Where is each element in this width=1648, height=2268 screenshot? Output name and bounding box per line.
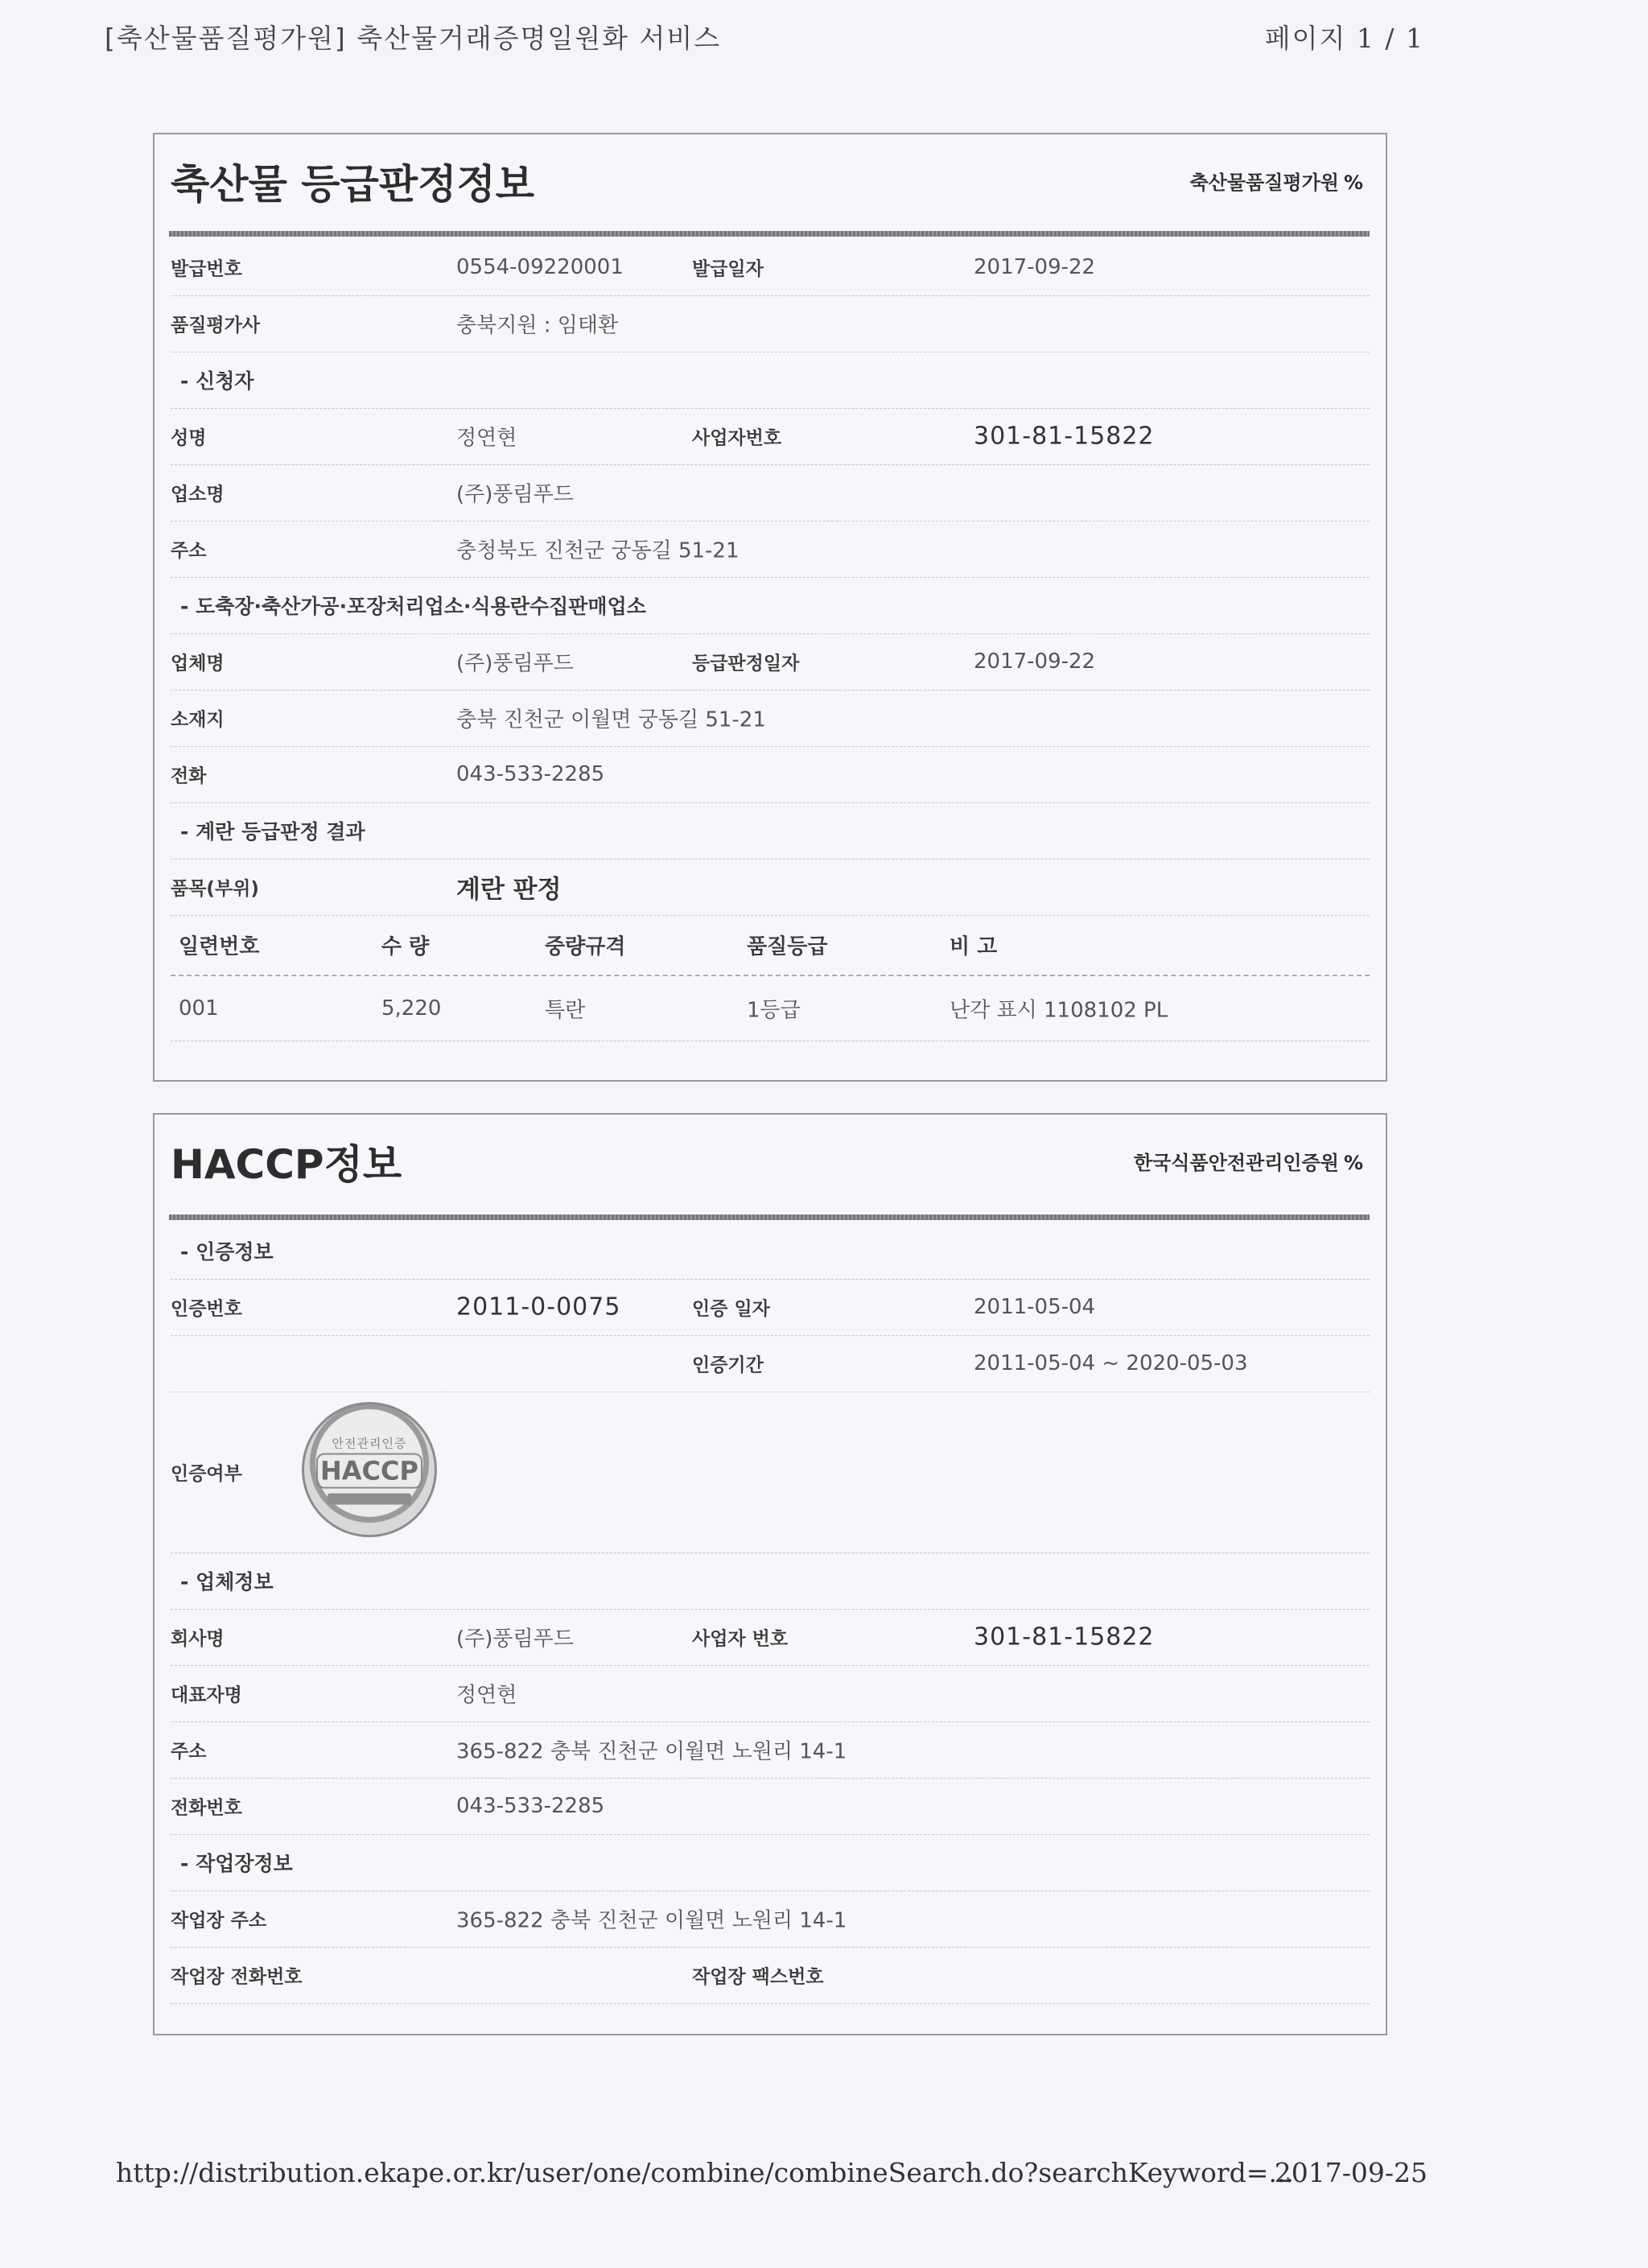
biz-no-label: 사업자번호 bbox=[692, 427, 782, 449]
print-header-title: [축산물품질평가원] 축산물거래증명일원화 서비스 bbox=[105, 23, 722, 54]
section-row bbox=[171, 1223, 1370, 1280]
haccp-seal-icon bbox=[302, 1402, 437, 1537]
phone-label: 전화번호 bbox=[171, 1797, 242, 1819]
print-footer-url: http://distribution.ekape.or.kr/user/one/combine/combineSearch.do?searchKeyword=... bbox=[116, 2157, 1294, 2188]
print-footer bbox=[116, 2157, 1428, 2197]
grader-value: 충북지원 : 임태환 bbox=[456, 313, 619, 338]
address-value: 365-822 충북 진천군 이월면 노원리 14-1 bbox=[456, 1739, 847, 1764]
info-row bbox=[171, 1722, 1370, 1779]
info-row bbox=[171, 633, 1370, 691]
info-row bbox=[171, 1609, 1370, 1666]
issue-date-label: 발급일자 bbox=[692, 258, 764, 280]
workplace-section-title: - 작업장정보 bbox=[180, 1852, 293, 1875]
location-value: 충북 진천군 이월면 궁동길 51-21 bbox=[456, 707, 766, 732]
seal-main-text: HACCP bbox=[316, 1454, 422, 1489]
col-header-grade: 품질등급 bbox=[747, 934, 828, 959]
grading-source-label: 축산물품질평가원 bbox=[1189, 171, 1339, 194]
info-row bbox=[171, 408, 1370, 465]
biz-no-value: 301-81-15822 bbox=[974, 422, 1155, 451]
location-label: 소재지 bbox=[171, 709, 225, 731]
info-row bbox=[171, 1335, 1370, 1392]
print-header bbox=[105, 18, 1424, 66]
col-header-remark: 비 고 bbox=[950, 934, 998, 959]
section-row bbox=[171, 352, 1370, 409]
company-label: 업소명 bbox=[171, 484, 225, 505]
grading-date-label: 등급판정일자 bbox=[692, 653, 800, 674]
info-row bbox=[171, 239, 1370, 296]
rep-value: 정연현 bbox=[456, 1683, 517, 1708]
haccp-info-card bbox=[153, 1113, 1387, 2035]
issue-no-value: 0554-09220001 bbox=[456, 255, 624, 279]
grading-card-title: 축산물 등급판정정보 bbox=[171, 161, 535, 208]
grader-label: 품질평가사 bbox=[171, 315, 261, 336]
workplace-fax-label: 작업장 팩스번호 bbox=[692, 1966, 824, 1988]
item-label: 품목(부위) bbox=[171, 878, 259, 900]
info-row bbox=[171, 746, 1370, 803]
company-label: 회사명 bbox=[171, 1628, 225, 1650]
col-header-serial: 일련번호 bbox=[179, 934, 260, 959]
haccp-card-title: HACCP정보 bbox=[171, 1141, 402, 1188]
cert-period-label: 인증기간 bbox=[692, 1355, 764, 1376]
info-row bbox=[171, 295, 1370, 353]
title-divider bbox=[169, 231, 1370, 237]
cert-date-value: 2011-05-04 bbox=[974, 1295, 1096, 1319]
company-section-title: - 업체정보 bbox=[180, 1570, 274, 1594]
workplace-address-label: 작업장 주소 bbox=[171, 1910, 267, 1932]
address-value: 충청북도 진천군 궁동길 51-21 bbox=[456, 538, 740, 563]
info-row bbox=[171, 1891, 1370, 1948]
name-label: 성명 bbox=[171, 427, 207, 449]
biz-no-value: 301-81-15822 bbox=[974, 1623, 1155, 1652]
cert-period-value: 2011-05-04 ~ 2020-05-03 bbox=[974, 1351, 1248, 1375]
cell-quantity: 5,220 bbox=[381, 996, 442, 1021]
cert-no-label: 인증번호 bbox=[171, 1298, 242, 1320]
grading-info-card bbox=[153, 133, 1387, 1082]
link-icon: % bbox=[1343, 1152, 1363, 1174]
rep-label: 대표자명 bbox=[171, 1685, 242, 1706]
seal-inner bbox=[316, 1435, 422, 1505]
info-row bbox=[171, 1947, 1370, 2004]
seal-band bbox=[328, 1494, 411, 1505]
cert-no-value: 2011-0-0075 bbox=[456, 1293, 621, 1322]
haccp-source-label: 한국식품안전관리인증원 bbox=[1133, 1152, 1339, 1174]
item-value: 계란 판정 bbox=[456, 875, 562, 905]
section-row bbox=[171, 577, 1370, 634]
table-header-row bbox=[171, 915, 1370, 976]
cell-remark: 난각 표시 1108102 PL bbox=[950, 998, 1168, 1023]
haccp-source-link[interactable] bbox=[1134, 1147, 1363, 1175]
cell-weight: 특란 bbox=[545, 998, 586, 1023]
grading-source-link[interactable] bbox=[1189, 167, 1363, 195]
print-footer-date: 2017-09-25 bbox=[1274, 2157, 1428, 2188]
title-divider bbox=[169, 1214, 1370, 1220]
workplace-address-value: 365-822 충북 진천군 이월면 노원리 14-1 bbox=[456, 1908, 847, 1933]
cert-section-title: - 인증정보 bbox=[180, 1240, 274, 1264]
cert-date-label: 인증 일자 bbox=[692, 1298, 770, 1320]
name-value: 정연현 bbox=[456, 426, 517, 451]
phone-label: 전화 bbox=[171, 765, 207, 787]
address-label: 주소 bbox=[171, 540, 207, 562]
info-row bbox=[171, 690, 1370, 747]
link-icon: % bbox=[1343, 171, 1363, 194]
issue-date-value: 2017-09-22 bbox=[974, 255, 1096, 279]
result-section-title: - 계란 등급판정 결과 bbox=[180, 820, 365, 843]
address-label: 주소 bbox=[171, 1741, 207, 1763]
section-row bbox=[171, 1834, 1370, 1891]
section-row bbox=[171, 802, 1370, 860]
issue-no-label: 발급번호 bbox=[171, 258, 242, 280]
table-row bbox=[171, 976, 1370, 1041]
cell-serial: 001 bbox=[179, 996, 219, 1021]
col-header-quantity: 수 량 bbox=[381, 934, 430, 959]
phone-value: 043-533-2285 bbox=[456, 762, 605, 786]
info-row bbox=[171, 859, 1370, 916]
company-value: (주)풍림푸드 bbox=[456, 482, 574, 507]
facility-name-value: (주)풍림푸드 bbox=[456, 651, 574, 676]
applicant-section-title: - 신청자 bbox=[180, 369, 254, 393]
company-value: (주)풍림푸드 bbox=[456, 1627, 574, 1652]
cert-status-label: 인증여부 bbox=[171, 1463, 242, 1485]
workplace-phone-label: 작업장 전화번호 bbox=[171, 1966, 303, 1988]
facility-name-label: 업체명 bbox=[171, 653, 225, 674]
info-row bbox=[171, 1778, 1370, 1835]
grading-date-value: 2017-09-22 bbox=[974, 649, 1096, 674]
seal-top-text: 안전관리인증 bbox=[332, 1436, 407, 1451]
info-row bbox=[171, 1279, 1370, 1336]
info-row bbox=[171, 1665, 1370, 1722]
phone-value: 043-533-2285 bbox=[456, 1794, 605, 1818]
biz-no-label: 사업자 번호 bbox=[692, 1628, 789, 1650]
facility-section-title: - 도축장·축산가공·포장처리업소·식용란수집판매업소 bbox=[180, 595, 646, 618]
info-row bbox=[171, 464, 1370, 522]
section-row bbox=[171, 1553, 1370, 1610]
print-header-page: 페이지 1 / 1 bbox=[1264, 23, 1424, 54]
col-header-weight: 중량규격 bbox=[545, 934, 626, 959]
cell-grade: 1등급 bbox=[747, 998, 801, 1023]
info-row bbox=[171, 521, 1370, 578]
